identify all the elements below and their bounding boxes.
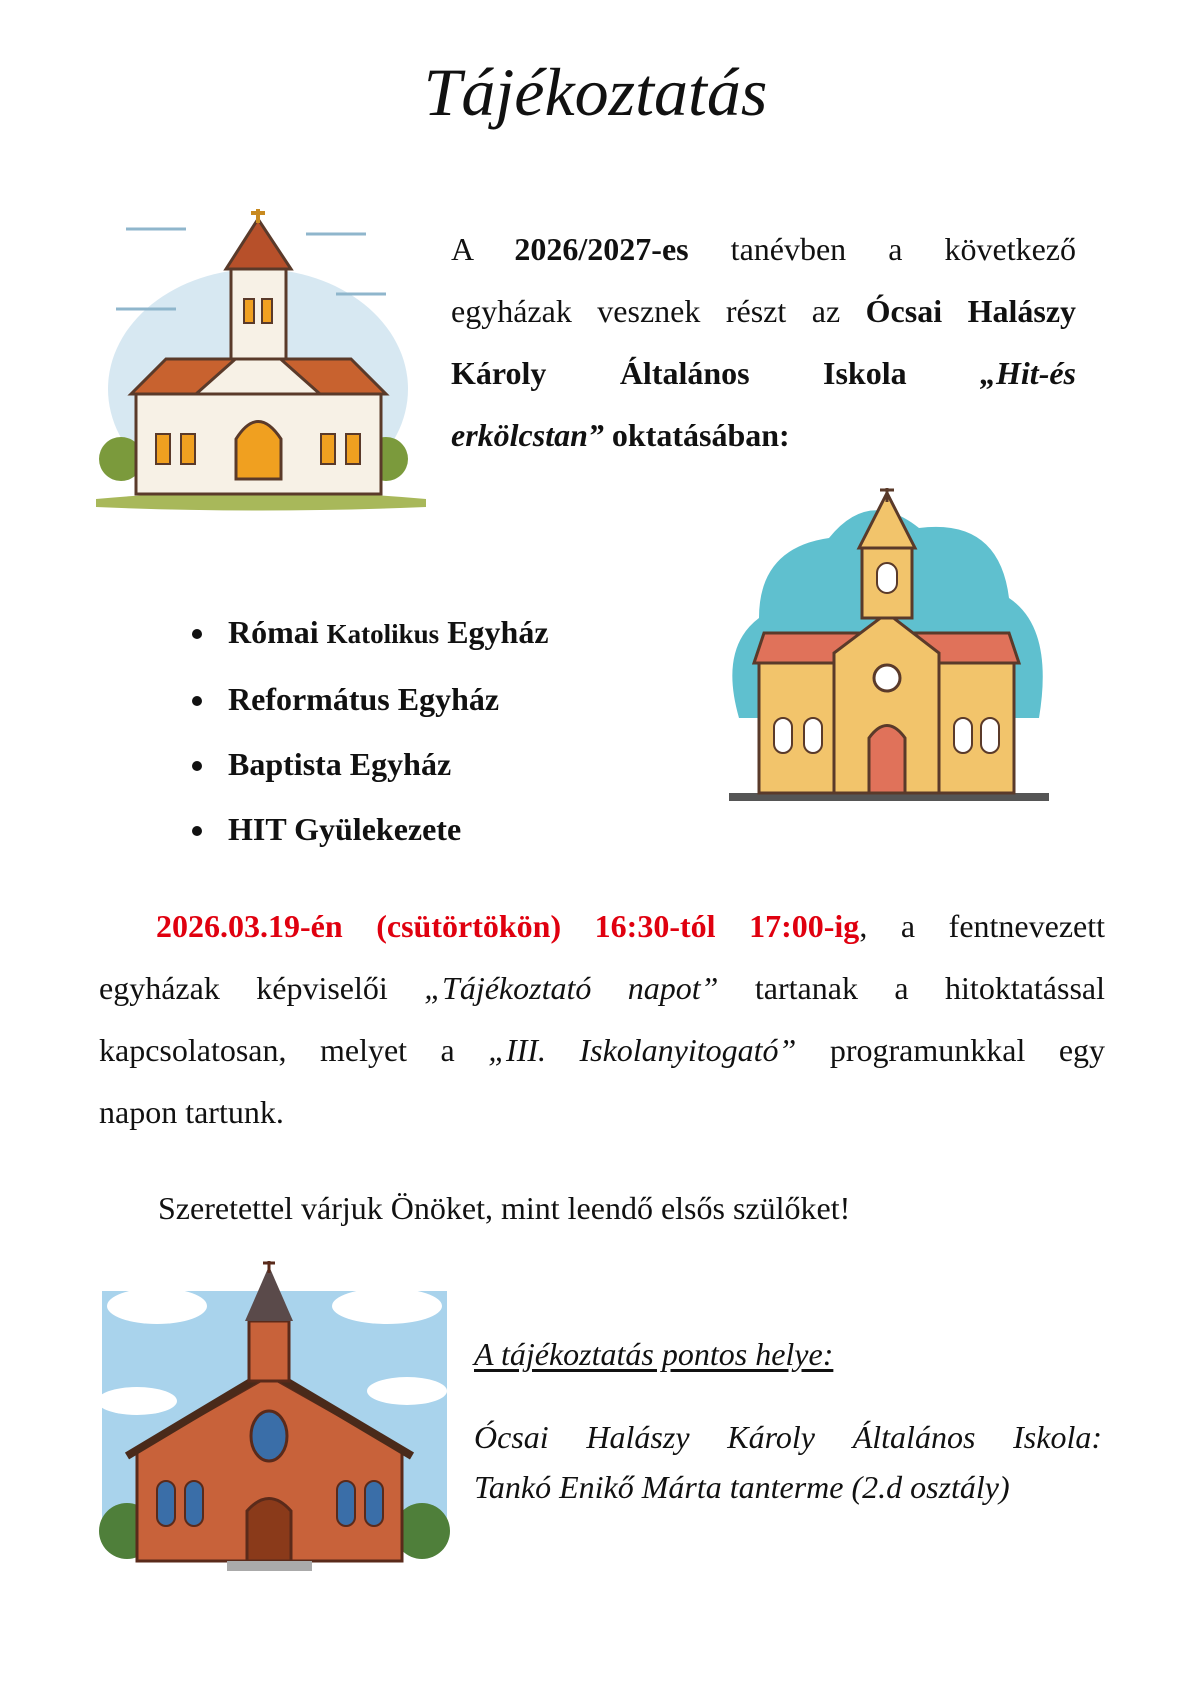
list-item: HIT Gyülekezete	[190, 797, 549, 862]
church-illustration-3	[97, 1261, 452, 1583]
list-item: Baptista Egyház	[190, 732, 549, 797]
subject-name: „Hit-és	[980, 355, 1076, 391]
event-datetime: 2026.03.19-én (csütörtökön) 16:30-tól 17:00-ig	[156, 908, 860, 944]
program-name: „III. Iskolanyitogató”	[488, 1032, 797, 1068]
event-text: egyházak képviselői	[99, 970, 388, 1006]
event-paragraph	[99, 895, 1105, 1143]
intro-text: egyházak vesznek részt az	[451, 293, 841, 329]
intro-text: oktatásában:	[611, 417, 790, 453]
list-item: Református Egyház	[190, 667, 549, 732]
welcome-text: Szeretettel várjuk Önöket, mint leendő elsős szülőket!	[158, 1190, 851, 1226]
list-item: Római Katolikus Egyház	[190, 600, 549, 667]
church-illustration-2	[719, 488, 1054, 812]
event-text: tartanak a hitoktatással	[754, 970, 1105, 1006]
event-text: kapcsolatosan, melyet a	[99, 1032, 455, 1068]
event-text: , a fentnevezett	[859, 908, 1106, 944]
church-list	[190, 600, 549, 862]
intro-paragraph	[451, 218, 1076, 466]
location-heading: A tájékoztatás pontos helye:	[474, 1336, 834, 1372]
location-line: Ócsai Halászy Károly Általános Iskola:	[474, 1419, 1102, 1455]
location-line: Tankó Enikő Márta tanterme (2.d osztály)	[474, 1469, 1010, 1505]
school-year: 2026/2027-es	[514, 231, 689, 267]
church-illustration-1	[86, 209, 431, 511]
intro-text: tanévben a következő	[730, 231, 1076, 267]
event-text: programunkkal egy	[829, 1032, 1106, 1068]
location-details	[474, 1412, 1102, 1512]
school-name: Károly Általános Iskola	[451, 355, 907, 391]
event-name: „Tájékoztató napot”	[424, 970, 719, 1006]
event-text: napon tartunk.	[99, 1094, 284, 1130]
intro-text: A	[451, 231, 473, 267]
subject-name: erkölcstan”	[451, 417, 604, 453]
page-title: Tájékoztatás	[423, 54, 768, 130]
school-name: Ócsai Halászy	[865, 293, 1077, 329]
